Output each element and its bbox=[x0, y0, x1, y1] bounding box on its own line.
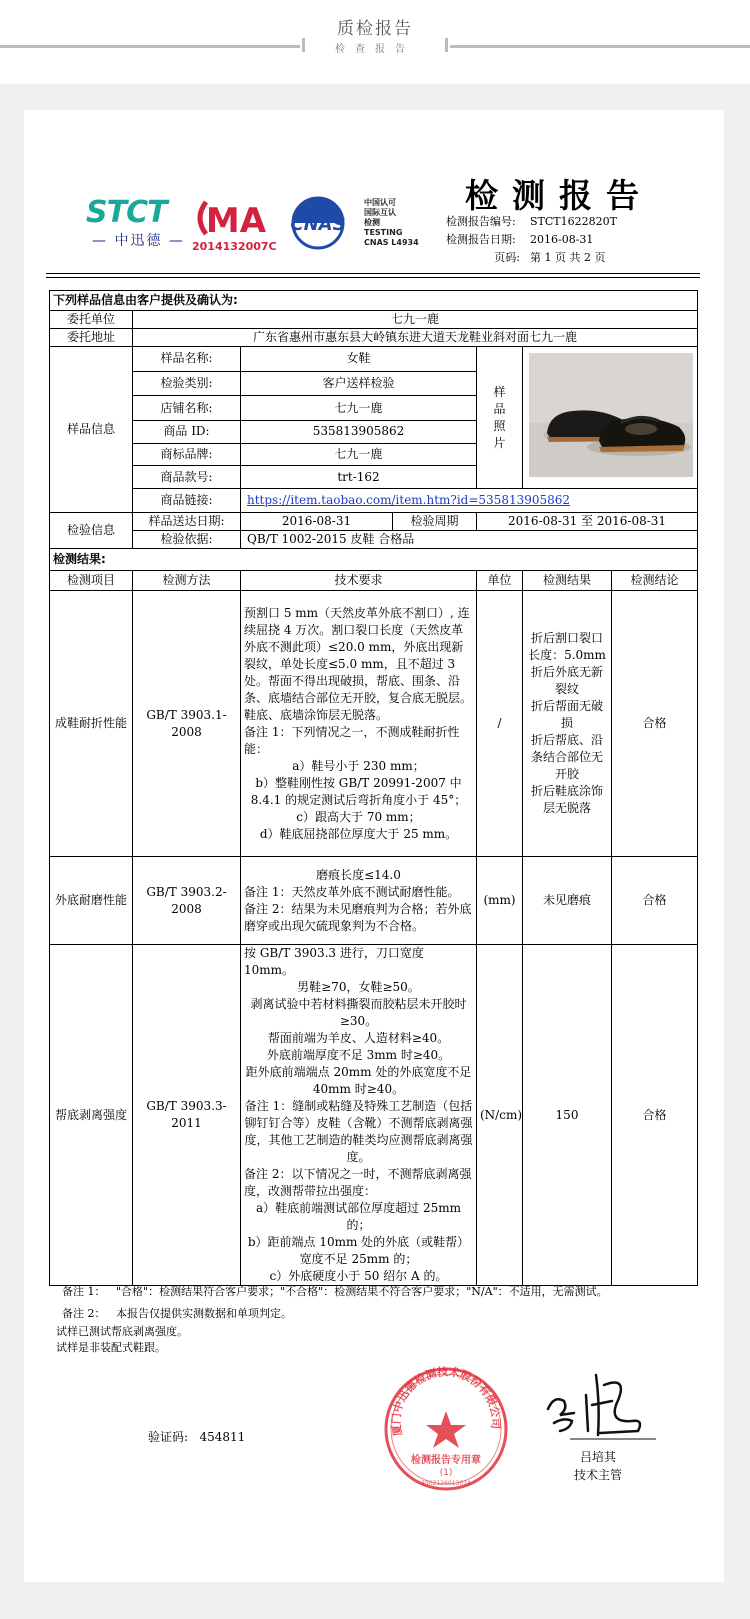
client-value: 七九一鹿 bbox=[133, 311, 698, 329]
inspect-label: 检验信息 bbox=[50, 513, 133, 549]
test-result: 折后割口裂口长度：5.0mm 折后外底无新裂纹 折后帮面无破损 折后帮底、沿条结合部位无开胶 折后鞋底涂饰层无脱落 bbox=[523, 591, 612, 857]
sample-info-label: 样品信息 bbox=[50, 347, 133, 513]
test-unit: / bbox=[477, 591, 523, 857]
sample-photo-cell bbox=[523, 347, 698, 489]
test-item: 成鞋耐折性能 bbox=[50, 591, 133, 857]
test-method: GB/T 3903.2-2008 bbox=[133, 857, 241, 945]
photo-label: 样 品 照 片 bbox=[477, 347, 523, 489]
test-item: 帮底剥离强度 bbox=[50, 945, 133, 1286]
svg-text:(1): (1) bbox=[439, 1468, 453, 1478]
test-result: 150 bbox=[523, 945, 612, 1286]
cnas-text: CNAS bbox=[290, 214, 346, 235]
svg-text:检测报告专用章: 检测报告专用章 bbox=[411, 1455, 481, 1466]
note-1: 备注 1： "合格"：检测结果符合客户要求；"不合格"：检测结果不符合客户要求；"N/A"：不适用，无需测试。 bbox=[62, 1285, 608, 1298]
ma-number: 2014132007C bbox=[192, 240, 277, 253]
table-row bbox=[50, 857, 698, 945]
info-section-title: 下列样品信息由客户提供及确认为: bbox=[50, 291, 698, 311]
report-title: 检测报告 bbox=[465, 176, 653, 215]
signer-block bbox=[574, 1448, 622, 1484]
cma-logo-icon bbox=[192, 196, 278, 240]
field-label: 商标品牌: bbox=[133, 443, 241, 466]
test-method: GB/T 3903.1-2008 bbox=[133, 591, 241, 857]
field-label: 样品名称: bbox=[133, 347, 241, 372]
page-header bbox=[0, 0, 750, 84]
cnas-logo-icon bbox=[280, 196, 356, 250]
basis-label: 检验依据: bbox=[133, 531, 241, 549]
table-row bbox=[50, 591, 698, 857]
test-requirement: 磨痕长度≤14.0 备注 1：天然皮革外底不测试耐磨性能。 备注 2：结果为未见磨痕判为合格；若外底磨穿或出现欠硫现象判为不合格。 bbox=[241, 857, 477, 945]
signer-title: 技术主管 bbox=[574, 1468, 623, 1482]
field-value: 女鞋 bbox=[241, 347, 477, 372]
product-link[interactable]: https://item.taobao.com/item.htm?id=535813905862 bbox=[247, 493, 571, 507]
col-header: 检测结果 bbox=[523, 571, 612, 591]
col-header: 单位 bbox=[477, 571, 523, 591]
test-requirement: 按 GB/T 3903.3 进行，刀口宽度 10mm。 男鞋≥70，女鞋≥50。 剥离试验中若材料撕裂而胶粘层未开胶时≥30。 帮面前端为羊皮、人造材料≥40。 外底前端厚度不足 3mm 时≥40。 距外底前端端点 20mm 处的外底宽度不足 40mm 时≥40。 备注 1：缝制或粘缝及特殊工艺制造（包括铆钉钉合等）皮鞋（含靴）不测帮底剥离强度，其他工艺制造的鞋类均应测帮底剥离强度。 备注 2：以下情况之一时，不测帮底剥离强度，改测帮带拉出强度： a）鞋底前端测试部位厚度超过 25mm 的； b）距前端点 10mm 处的外底（或鞋帮）宽度不足 25mm 的； c）外底硬度小于 50 绍尔 A 的。 bbox=[241, 945, 477, 1286]
header-divider-right bbox=[450, 45, 750, 48]
official-seal-icon bbox=[382, 1365, 510, 1493]
address-label: 委托地址 bbox=[50, 329, 133, 347]
svg-text:厦门中迅德检测技术股份有限公司: 厦门中迅德检测技术股份有限公司 bbox=[389, 1365, 503, 1437]
report-table bbox=[49, 290, 698, 1286]
signer-name: 吕培其 bbox=[580, 1450, 617, 1464]
report-date-row: 检测报告日期: 2016-08-31 bbox=[446, 233, 594, 246]
report-number-row: 检测报告编号: STCT1622820T bbox=[446, 215, 617, 228]
field-value: 七九一鹿 bbox=[241, 443, 477, 466]
test-result: 未见磨痕 bbox=[523, 857, 612, 945]
col-header: 检测结论 bbox=[612, 571, 698, 591]
note-2: 备注 2： 本报告仅提供实测数据和单项判定。 bbox=[62, 1307, 292, 1320]
verify-code: 验证码: 454811 bbox=[148, 1430, 246, 1444]
field-value: 客户送样检验 bbox=[241, 371, 477, 396]
test-item: 外底耐磨性能 bbox=[50, 857, 133, 945]
field-value: 七九一鹿 bbox=[241, 396, 477, 421]
col-header: 技术要求 bbox=[241, 571, 477, 591]
header-subtitle: 检查报告 bbox=[335, 44, 415, 55]
cnas-accreditation: 中国认可 国际互认 检测 TESTING CNAS L4934 bbox=[364, 198, 419, 247]
test-unit: (N/cm) bbox=[477, 945, 523, 1286]
basis-value: QB/T 1002-2015 皮鞋 合格品 bbox=[241, 531, 698, 549]
col-header: 检测项目 bbox=[50, 571, 133, 591]
stct-logo-subtitle: — 中迅德 — bbox=[92, 233, 185, 249]
ma-text: MA bbox=[205, 201, 267, 240]
field-label: 商品款号: bbox=[133, 466, 241, 489]
shoe-photo bbox=[529, 353, 693, 477]
note-4: 试样是非装配式鞋跟。 bbox=[56, 1341, 166, 1354]
svg-text:3502126013074: 3502126013074 bbox=[421, 1480, 471, 1487]
test-conclusion: 合格 bbox=[612, 945, 698, 1286]
stct-logo: STCT bbox=[86, 195, 167, 230]
report-page-row: 页码: 第 1 页 共 2 页 bbox=[494, 251, 606, 264]
test-conclusion: 合格 bbox=[612, 857, 698, 945]
field-value: 535813905862 bbox=[241, 421, 477, 444]
field-label: 检验类别: bbox=[133, 371, 241, 396]
test-method: GB/T 3903.3-2011 bbox=[133, 945, 241, 1286]
field-label: 商品 ID: bbox=[133, 421, 241, 444]
note-3: 试样已测试帮底剥离强度。 bbox=[56, 1325, 188, 1338]
table-row bbox=[50, 945, 698, 1286]
send-date-label: 样品送达日期: bbox=[133, 513, 241, 531]
col-header: 检测方法 bbox=[133, 571, 241, 591]
test-conclusion: 合格 bbox=[612, 591, 698, 857]
field-value: trt-162 bbox=[241, 466, 477, 489]
link-label: 商品链接: bbox=[133, 489, 241, 513]
client-label: 委托单位 bbox=[50, 311, 133, 329]
period-label: 检验周期 bbox=[393, 513, 477, 531]
send-date-value: 2016-08-31 bbox=[241, 513, 393, 531]
results-section-title: 检测结果: bbox=[50, 549, 698, 571]
test-unit: (mm) bbox=[477, 857, 523, 945]
header-title: 质检报告 bbox=[337, 19, 413, 39]
field-label: 店铺名称: bbox=[133, 396, 241, 421]
period-value: 2016-08-31 至 2016-08-31 bbox=[477, 513, 698, 531]
signature-icon bbox=[540, 1365, 660, 1445]
test-requirement: 预割口 5 mm（天然皮革外底不割口）, 连续屈挠 4 万次。割口裂口长度（天然皮革外底不测此项）≤20.0 mm，外底出现新裂纹，单处长度≤5.0 mm，且不超过 3 处。帮面不得出现破损，帮底、围条、沿条、底墙结合部位无开胶，复合底无脱层。鞋底、底墙涂饰层无脱落。 备注 1：下列情况之一，不测成鞋耐折性能： a）鞋号小于 230 mm； b）整鞋刚性按 GB/T 20991-2007 中 8.4.1 的规定测试后弯折角度小于 45°； c）跟高大于 70 mm； d）鞋底屈挠部位厚度大于 25 mm。 bbox=[241, 591, 477, 857]
address-value: 广东省惠州市惠东县大岭镇东进大道天龙鞋业斜对面七九一鹿 bbox=[133, 329, 698, 347]
